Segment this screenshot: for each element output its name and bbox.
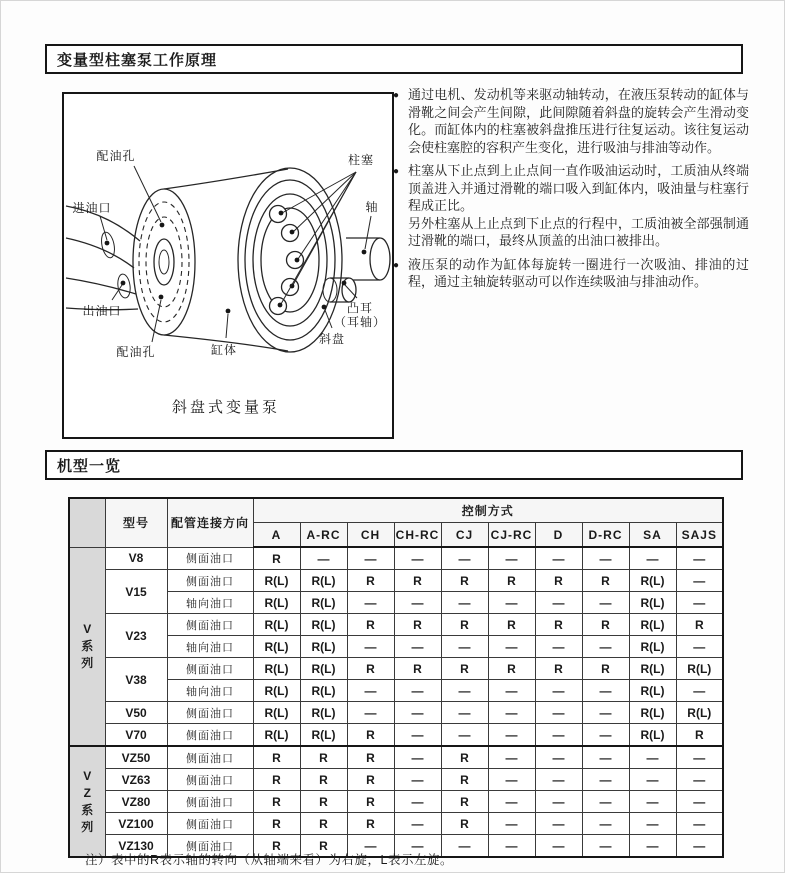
- control-value-cell: R(L): [629, 658, 676, 680]
- control-value-cell: —: [441, 702, 488, 724]
- trunnion-label: 凸耳: [346, 301, 374, 315]
- bullet-text: [408, 86, 749, 156]
- pipe-direction-cell: 侧面油口: [167, 547, 253, 570]
- series-label-cell: [69, 547, 105, 746]
- control-value-cell: —: [347, 592, 394, 614]
- control-value-cell: —: [488, 592, 535, 614]
- control-value-cell: R: [441, 570, 488, 592]
- control-value-cell: R(L): [253, 614, 300, 636]
- control-value-cell: R: [582, 614, 629, 636]
- table-row: [69, 791, 723, 813]
- control-value-cell: R: [441, 658, 488, 680]
- control-value-cell: —: [441, 724, 488, 747]
- control-value-cell: R(L): [253, 570, 300, 592]
- control-value-cell: R(L): [629, 680, 676, 702]
- control-value-cell: R(L): [253, 658, 300, 680]
- leader-dot: [279, 211, 284, 216]
- control-value-cell: R: [300, 769, 347, 791]
- control-value-cell: —: [347, 835, 394, 858]
- pump-diagram-drawing: [64, 94, 392, 437]
- control-value-cell: —: [582, 724, 629, 747]
- control-value-cell: R: [347, 724, 394, 747]
- port-hole-top-label: 配油孔: [96, 149, 136, 163]
- control-value-cell: —: [582, 680, 629, 702]
- control-value-cell: R(L): [253, 592, 300, 614]
- leader-dot: [362, 250, 367, 255]
- table-row: [69, 680, 723, 702]
- table-row: [69, 769, 723, 791]
- bullet-icon: ●: [393, 259, 400, 271]
- control-value-cell: —: [535, 769, 582, 791]
- cylinder-body-top: [164, 169, 288, 189]
- bullet-item: [393, 86, 749, 156]
- control-value-cell: —: [629, 813, 676, 835]
- control-value-cell: R(L): [300, 724, 347, 747]
- table-row: [69, 813, 723, 835]
- description-bullets: [393, 86, 749, 297]
- section-title-model-overview: [45, 450, 743, 480]
- series-label: VZ系列: [81, 768, 94, 834]
- control-value-cell: —: [441, 592, 488, 614]
- control-value-cell: R(L): [253, 724, 300, 747]
- leader-dot: [159, 295, 164, 300]
- pipe-direction-cell: 侧面油口: [167, 769, 253, 791]
- control-value-cell: R: [441, 813, 488, 835]
- control-value-cell: —: [582, 702, 629, 724]
- control-value-cell: R: [253, 813, 300, 835]
- leader-dot: [226, 309, 231, 314]
- control-value-cell: —: [488, 680, 535, 702]
- control-value-cell: —: [488, 746, 535, 769]
- control-value-cell: —: [676, 636, 723, 658]
- control-value-cell: —: [582, 769, 629, 791]
- cylinder-block-label: 缸体: [210, 343, 238, 357]
- control-value-cell: R(L): [629, 570, 676, 592]
- model-cell: V50: [105, 702, 167, 724]
- control-value-cell: R(L): [629, 702, 676, 724]
- control-value-cell: —: [347, 680, 394, 702]
- control-value-cell: —: [629, 746, 676, 769]
- bullet-text: [408, 256, 749, 291]
- control-value-cell: —: [488, 813, 535, 835]
- leader-line: [226, 314, 228, 338]
- control-value-cell: R(L): [676, 658, 723, 680]
- inlet-pipe: [66, 238, 134, 268]
- bullet-paragraph: 另外柱塞从上止点到下止点的行程中，工质油被全部强制通过滑靴的端口，最终从顶盖的出油口被排出。: [408, 215, 749, 248]
- section-title-working-principle: [45, 44, 743, 74]
- control-value-cell: R: [441, 791, 488, 813]
- table-row: [69, 592, 723, 614]
- control-value-cell: R: [441, 614, 488, 636]
- shaft-label: 轴: [365, 200, 379, 214]
- model-cell: V70: [105, 724, 167, 747]
- table-row: [69, 746, 723, 769]
- control-value-cell: —: [535, 791, 582, 813]
- control-value-cell: R(L): [300, 614, 347, 636]
- control-value-cell: R: [535, 570, 582, 592]
- pipe-direction-cell: 侧面油口: [167, 570, 253, 592]
- control-value-cell: R(L): [300, 680, 347, 702]
- control-value-cell: —: [394, 680, 441, 702]
- control-value-cell: R(L): [253, 680, 300, 702]
- leader-dot: [322, 305, 327, 310]
- control-value-cell: —: [629, 835, 676, 858]
- control-value-cell: —: [676, 570, 723, 592]
- control-value-cell: —: [582, 547, 629, 570]
- bullet-icon: ●: [393, 166, 400, 177]
- control-value-cell: —: [488, 702, 535, 724]
- swash-plate-label: 斜盘: [318, 332, 346, 346]
- pipe-direction-cell: 侧面油口: [167, 614, 253, 636]
- control-value-cell: —: [629, 769, 676, 791]
- control-value-cell: —: [347, 547, 394, 570]
- control-value-cell: R: [253, 769, 300, 791]
- models-table-wrap: [68, 497, 724, 858]
- table-row: [69, 614, 723, 636]
- control-col-header: A-RC: [300, 523, 347, 548]
- bullet-paragraph: 柱塞从下止点到上止点间一直作吸油运动时，工质油从终端顶盖进入并通过滑靴的端口吸入到缸体内，吸油量与柱塞行程成正比。: [408, 163, 749, 213]
- pipe-direction-column-header: 配管连接方向: [167, 498, 253, 547]
- control-col-header: A: [253, 523, 300, 548]
- control-value-cell: —: [347, 636, 394, 658]
- control-col-header: CJ-RC: [488, 523, 535, 548]
- corner-cell: [69, 498, 105, 547]
- control-value-cell: R(L): [300, 658, 347, 680]
- table-body: [69, 547, 723, 857]
- control-value-cell: R: [582, 570, 629, 592]
- model-cell: VZ80: [105, 791, 167, 813]
- control-value-cell: —: [488, 769, 535, 791]
- control-value-cell: R: [535, 658, 582, 680]
- model-cell: V38: [105, 658, 167, 702]
- control-value-cell: —: [300, 547, 347, 570]
- control-value-cell: —: [394, 592, 441, 614]
- section-title-text: 机型一览: [57, 457, 122, 475]
- pipe-direction-cell: 侧面油口: [167, 813, 253, 835]
- control-value-cell: —: [488, 547, 535, 570]
- table-row: [69, 702, 723, 724]
- control-col-header: CJ: [441, 523, 488, 548]
- control-value-cell: R: [347, 769, 394, 791]
- control-value-cell: —: [488, 636, 535, 658]
- control-value-cell: —: [676, 680, 723, 702]
- table-footnote: 注）表中的R表示轴的转向（从轴端来看）为右旋，L表示左旋。: [85, 853, 453, 867]
- control-value-cell: R: [582, 658, 629, 680]
- inlet-label: 进油口: [72, 201, 112, 215]
- control-value-cell: —: [394, 835, 441, 858]
- control-value-cell: R: [347, 658, 394, 680]
- control-value-cell: —: [488, 835, 535, 858]
- control-value-cell: R: [347, 746, 394, 769]
- control-value-cell: —: [676, 592, 723, 614]
- control-value-cell: R: [253, 746, 300, 769]
- pipe-direction-cell: 侧面油口: [167, 746, 253, 769]
- outlet-opening: [116, 273, 131, 298]
- control-value-cell: R(L): [629, 636, 676, 658]
- control-value-cell: —: [582, 835, 629, 858]
- control-value-cell: R: [488, 614, 535, 636]
- model-cell: VZ100: [105, 813, 167, 835]
- control-value-cell: R: [347, 813, 394, 835]
- control-value-cell: R(L): [676, 702, 723, 724]
- pump-diagram: [62, 92, 394, 439]
- model-cell: V8: [105, 547, 167, 570]
- control-value-cell: R: [253, 791, 300, 813]
- control-value-cell: R(L): [253, 702, 300, 724]
- control-value-cell: R(L): [629, 614, 676, 636]
- model-cell: VZ50: [105, 746, 167, 769]
- control-value-cell: —: [676, 746, 723, 769]
- table-row: [69, 636, 723, 658]
- bullet-item: [393, 256, 749, 291]
- leader-dot: [121, 281, 126, 286]
- model-cell: V15: [105, 570, 167, 614]
- pipe-direction-cell: 轴向油口: [167, 680, 253, 702]
- control-value-cell: R: [676, 724, 723, 747]
- control-value-cell: —: [394, 813, 441, 835]
- control-value-cell: —: [394, 746, 441, 769]
- control-value-cell: R: [488, 658, 535, 680]
- control-col-header: D-RC: [582, 523, 629, 548]
- control-value-cell: R(L): [629, 724, 676, 747]
- model-cell: V23: [105, 614, 167, 658]
- control-value-cell: —: [394, 702, 441, 724]
- control-value-cell: —: [582, 813, 629, 835]
- control-col-header: SAJS: [676, 523, 723, 548]
- table-row: [69, 547, 723, 570]
- control-value-cell: —: [582, 592, 629, 614]
- table-row: [69, 724, 723, 747]
- pipe-direction-cell: 侧面油口: [167, 835, 253, 858]
- control-value-cell: R: [676, 614, 723, 636]
- control-value-cell: R(L): [300, 636, 347, 658]
- control-value-cell: —: [582, 636, 629, 658]
- control-value-cell: R: [300, 813, 347, 835]
- section-title-text: 变量型柱塞泵工作原理: [57, 51, 218, 69]
- control-value-cell: R: [394, 570, 441, 592]
- control-value-cell: —: [582, 746, 629, 769]
- bullet-icon: ●: [393, 90, 400, 101]
- diagram-caption: 斜盘式变量泵: [171, 399, 281, 416]
- control-value-cell: —: [441, 680, 488, 702]
- control-col-header: CH-RC: [394, 523, 441, 548]
- control-value-cell: —: [441, 547, 488, 570]
- control-value-cell: —: [676, 547, 723, 570]
- leader-dot: [342, 281, 347, 286]
- control-value-cell: R: [441, 769, 488, 791]
- series-label-cell: [69, 746, 105, 857]
- bullet-paragraph: 通过电机、发动机等来驱动轴转动，在液压泵转动的缸体与滑靴之间会产生间隙，此间隙随着斜盘的旋转会产生滑动变化。而缸体内的柱塞被斜盘推压进行往复运动。该往复运动会使柱塞腔的容积产生变化，进行吸油与排油等动作。: [408, 87, 749, 155]
- control-value-cell: R: [488, 570, 535, 592]
- bullet-text: [408, 162, 749, 250]
- leader-dot: [160, 223, 165, 228]
- outlet-label: 出油口: [82, 304, 122, 318]
- model-cell: VZ130: [105, 835, 167, 858]
- control-value-cell: R: [394, 614, 441, 636]
- model-cell: VZ63: [105, 769, 167, 791]
- models-table: [68, 497, 724, 858]
- trunnion-label: （耳轴）: [333, 315, 387, 329]
- leader-dot: [295, 258, 300, 263]
- control-value-cell: —: [394, 636, 441, 658]
- control-value-cell: —: [676, 835, 723, 858]
- control-value-cell: —: [535, 592, 582, 614]
- control-value-cell: —: [394, 724, 441, 747]
- control-value-cell: —: [535, 702, 582, 724]
- control-value-cell: —: [441, 835, 488, 858]
- control-method-header: 控制方式: [253, 498, 723, 523]
- control-value-cell: R: [300, 791, 347, 813]
- control-value-cell: —: [488, 791, 535, 813]
- control-col-header: CH: [347, 523, 394, 548]
- cylinder-front-face: [133, 189, 195, 335]
- control-value-cell: R: [253, 835, 300, 858]
- control-value-cell: —: [535, 835, 582, 858]
- control-value-cell: —: [394, 547, 441, 570]
- control-value-cell: —: [582, 791, 629, 813]
- control-value-cell: R(L): [300, 702, 347, 724]
- table-row: [69, 570, 723, 592]
- control-value-cell: R: [300, 746, 347, 769]
- leader-dot: [105, 241, 110, 246]
- control-value-cell: —: [347, 702, 394, 724]
- control-value-cell: R(L): [253, 636, 300, 658]
- pipe-direction-cell: 轴向油口: [167, 636, 253, 658]
- control-value-cell: R: [347, 570, 394, 592]
- pipe-direction-cell: 侧面油口: [167, 724, 253, 747]
- control-col-header: D: [535, 523, 582, 548]
- control-value-cell: —: [676, 769, 723, 791]
- control-value-cell: R(L): [300, 592, 347, 614]
- control-value-cell: —: [394, 791, 441, 813]
- bullet-item: [393, 162, 749, 250]
- control-col-header: SA: [629, 523, 676, 548]
- pipe-direction-cell: 侧面油口: [167, 702, 253, 724]
- control-value-cell: R: [535, 614, 582, 636]
- pipe-direction-cell: 侧面油口: [167, 791, 253, 813]
- pipe-direction-cell: 轴向油口: [167, 592, 253, 614]
- control-value-cell: —: [629, 791, 676, 813]
- control-value-cell: R(L): [300, 570, 347, 592]
- table-row: [69, 658, 723, 680]
- control-value-cell: R: [253, 547, 300, 570]
- leader-line: [365, 216, 371, 249]
- control-value-cell: —: [488, 724, 535, 747]
- outlet-pipe: [66, 278, 136, 294]
- control-value-cell: —: [535, 547, 582, 570]
- series-label: V系列: [81, 621, 94, 670]
- control-value-cell: —: [535, 724, 582, 747]
- model-column-header: 型号: [105, 498, 167, 547]
- control-value-cell: —: [535, 746, 582, 769]
- control-value-cell: —: [441, 636, 488, 658]
- control-value-cell: R: [300, 835, 347, 858]
- control-value-cell: —: [535, 636, 582, 658]
- port-hole-bottom-label: 配油孔: [116, 345, 156, 359]
- shaft-end: [370, 238, 390, 280]
- pipe-direction-cell: 侧面油口: [167, 658, 253, 680]
- control-value-cell: —: [676, 791, 723, 813]
- control-value-cell: —: [676, 813, 723, 835]
- leader-dot: [278, 303, 283, 308]
- control-value-cell: —: [535, 680, 582, 702]
- table-header: [69, 498, 723, 547]
- bullet-paragraph: 液压泵的动作为缸体每旋转一圈进行一次吸油、排油的过程，通过主轴旋转驱动可以作连续吸油与排油动作。: [408, 256, 749, 289]
- control-value-cell: R: [441, 746, 488, 769]
- piston-label: 柱塞: [347, 153, 375, 167]
- piston: [270, 206, 287, 223]
- leader-dot: [290, 230, 295, 235]
- control-value-cell: —: [629, 547, 676, 570]
- control-value-cell: R(L): [629, 592, 676, 614]
- control-value-cell: R: [347, 614, 394, 636]
- control-value-cell: —: [394, 769, 441, 791]
- control-value-cell: —: [535, 813, 582, 835]
- control-value-cell: R: [347, 791, 394, 813]
- control-value-cell: R: [394, 658, 441, 680]
